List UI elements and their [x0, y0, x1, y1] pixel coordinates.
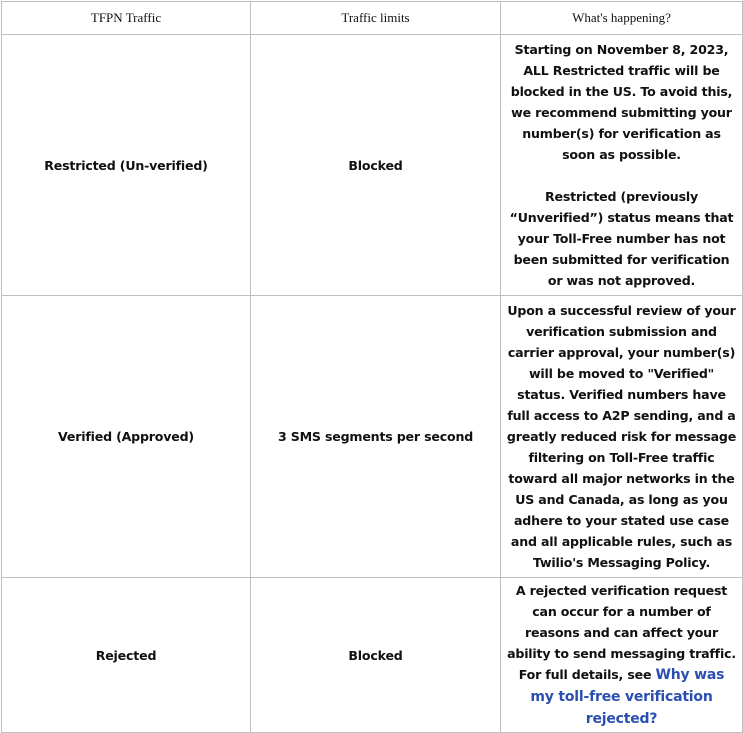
status-cell: Rejected	[2, 578, 251, 733]
status-cell: Restricted (Un-verified)	[2, 35, 251, 296]
description-cell	[501, 296, 743, 578]
header-tfpn-traffic: TFPN Traffic	[2, 2, 251, 35]
header-whats-happening: What's happening?	[501, 2, 743, 35]
description-text: Restricted (previously “Unverified”) status means that your Toll-Free number has not been submitted for verification or was not approved.	[509, 189, 734, 288]
tfpn-traffic-table	[1, 1, 743, 733]
description-text: Starting on November 8, 2023, ALL Restricted traffic will be blocked in the US. To avoid this, we recommend submitting your number(s) for verification as soon as possible.	[510, 42, 733, 162]
limit-cell: 3 SMS segments per second	[251, 296, 501, 578]
description-text: A rejected verification request can occur for a number of reasons and can affect your ability to send messaging traffic. For full details, see	[507, 583, 736, 682]
description-cell	[501, 578, 743, 733]
table-row	[2, 296, 743, 578]
limit-cell: Blocked	[251, 578, 501, 733]
description-cell	[501, 35, 743, 296]
rejection-reasons-link[interactable]: Why was my toll-free verification rejected?	[530, 667, 725, 727]
table-header-row	[2, 2, 743, 35]
status-cell: Verified (Approved)	[2, 296, 251, 578]
header-traffic-limits: Traffic limits	[251, 2, 501, 35]
description-text: Upon a successful review of your verification submission and carrier approval, your number(s) will be moved to "Verified" status. Verified numbers have full access to A2P sending, and a greatly reduced risk for message filtering on Toll-Free traffic toward all major networks in the US and Canada, as long as you adhere to your stated use case and all applicable rules, such as Twilio's Messaging Policy.	[506, 303, 737, 570]
table-row	[2, 35, 743, 296]
table-row	[2, 578, 743, 733]
limit-cell: Blocked	[251, 35, 501, 296]
